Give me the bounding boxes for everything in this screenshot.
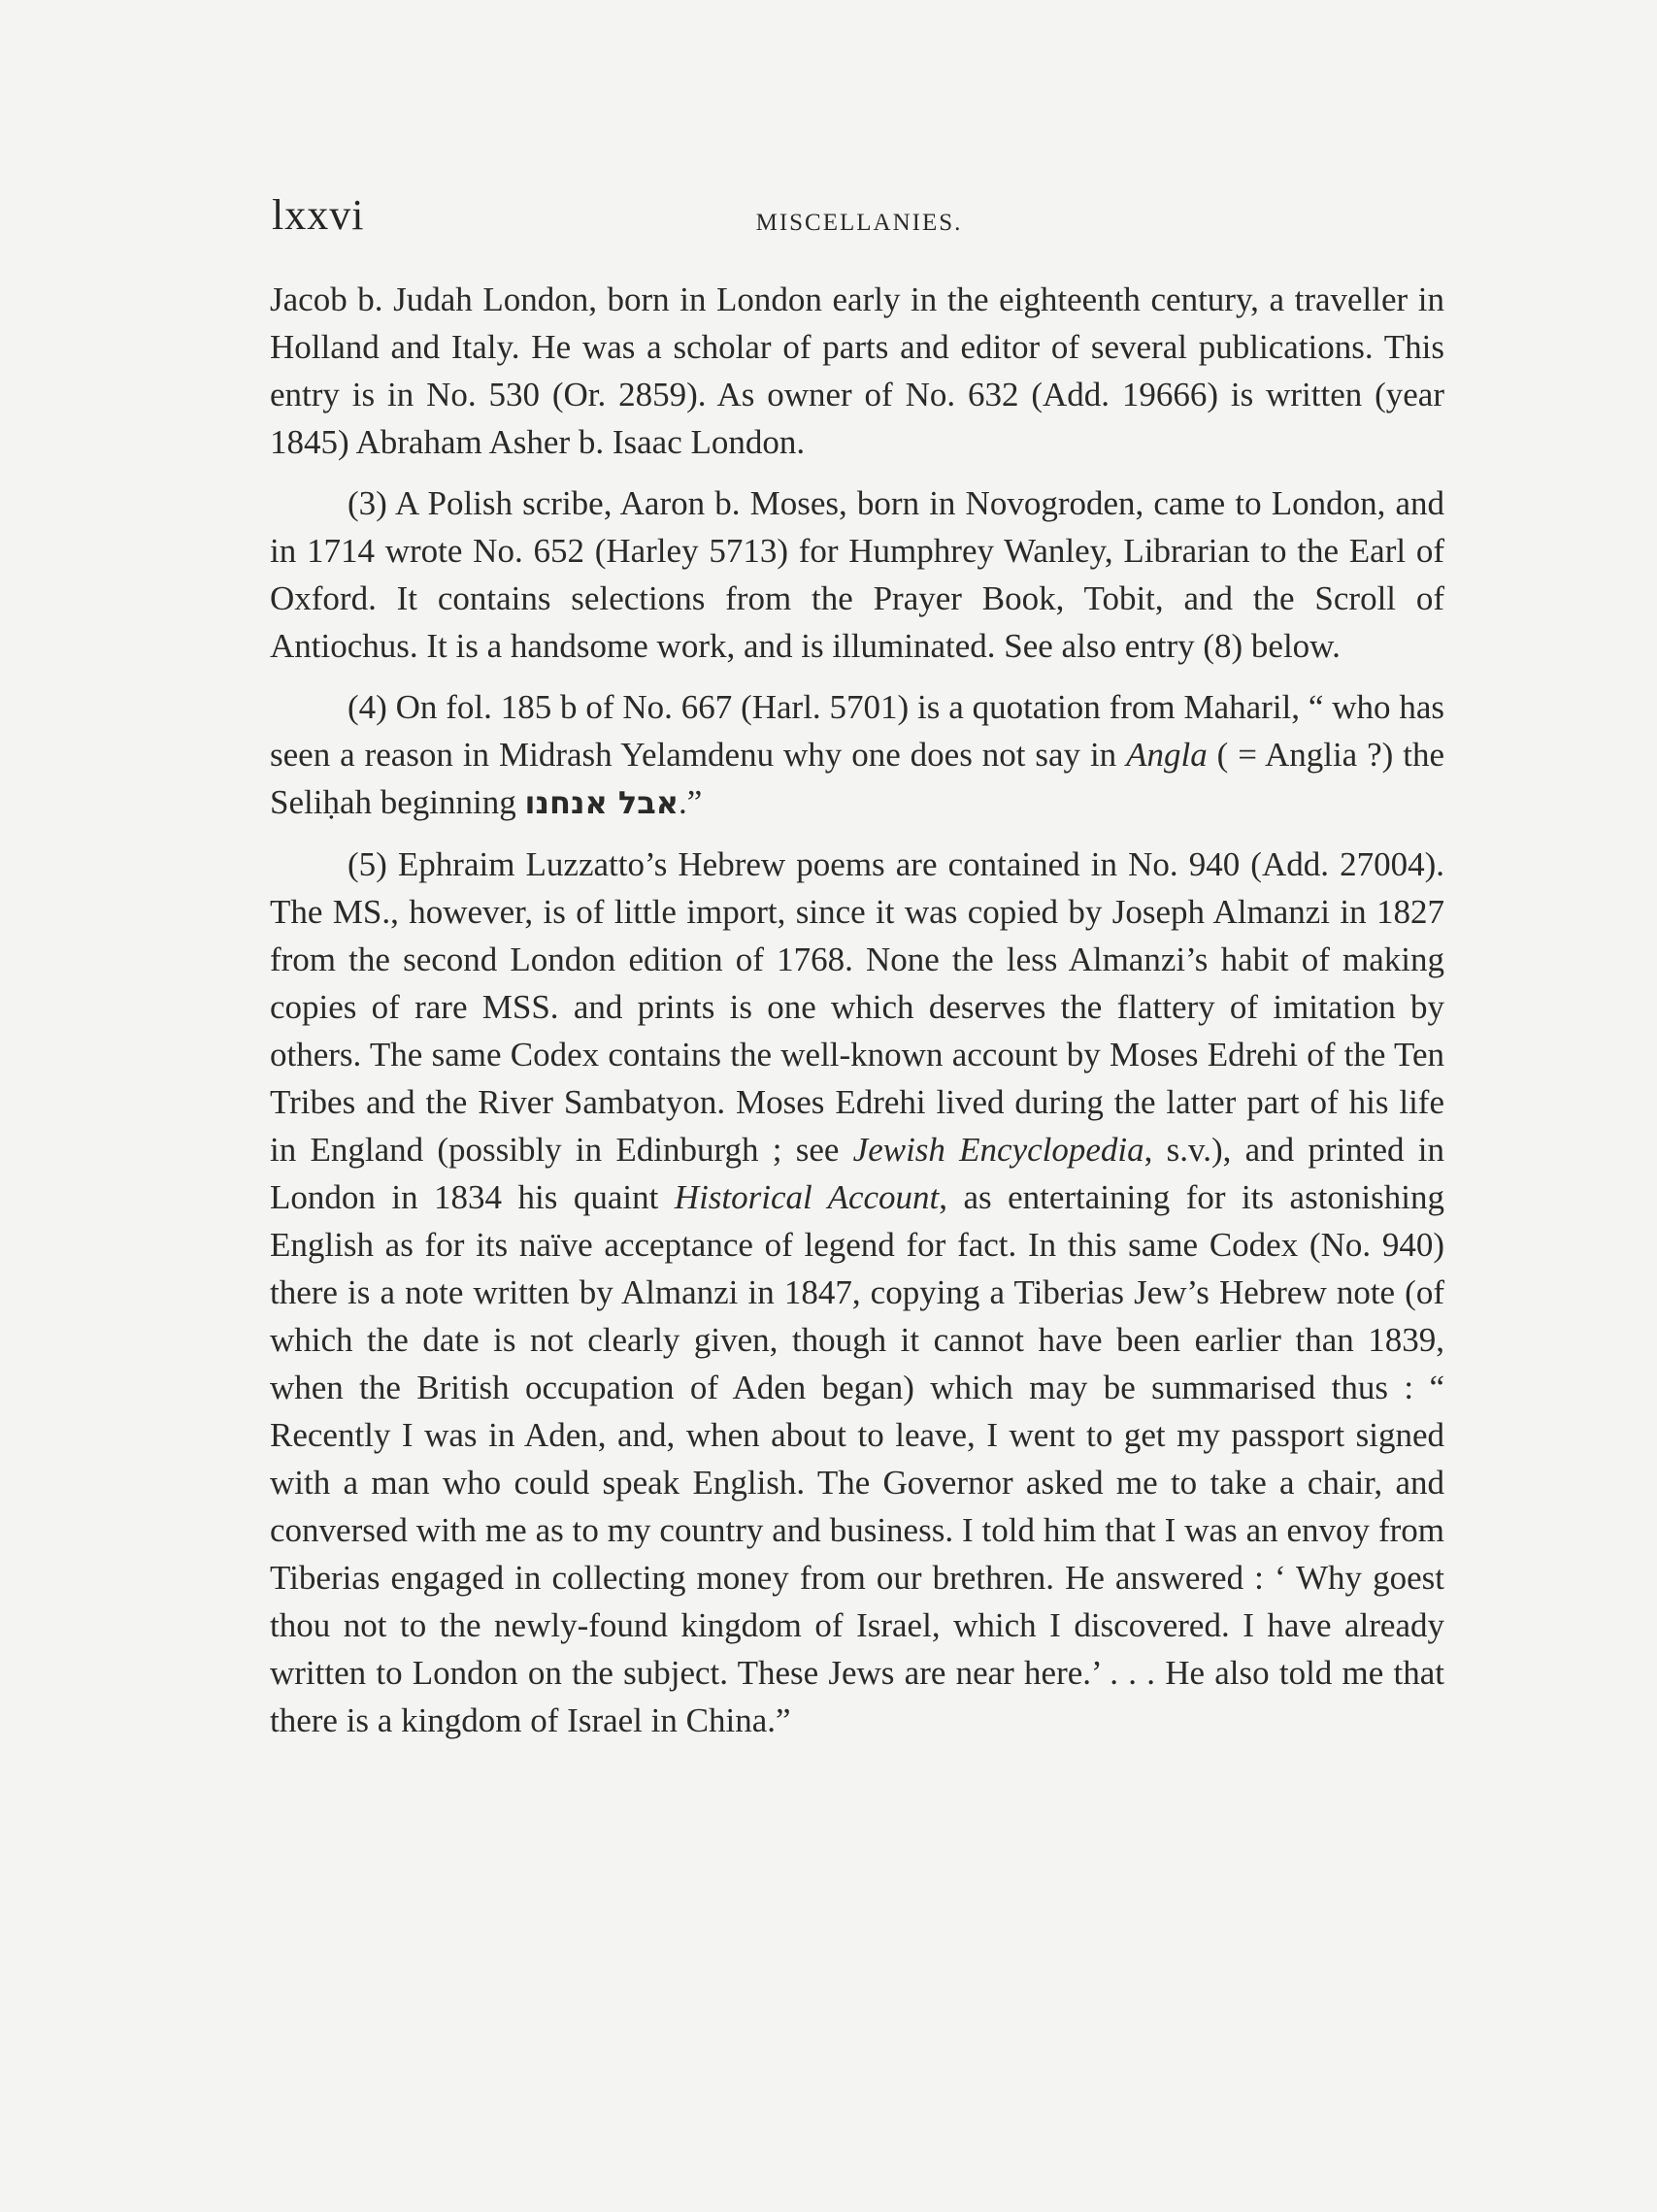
paragraph-4-italic-2: Historical Account [674,1178,940,1216]
hebrew-phrase: אבל אנחנו [524,784,679,821]
paragraph-3-italic: Angla [1126,736,1208,774]
paragraph-3 [270,683,1444,827]
page-header [272,190,1446,248]
paragraph-3-text-c: .” [679,783,703,821]
paragraph-4-italic-1: Jewish Encyclopedia [852,1131,1144,1169]
running-title: MISCELLANIES. [755,210,963,236]
paragraph-3-text-b: ( = Anglia ?) the Seliḥah beginning [270,736,1444,821]
paragraph-2: (3) A Polish scribe, Aaron b. Moses, born in Novogroden, came to London, and in 1714 wrote No. 652 (Harley 5713) for Humphrey Wanley, Librarian to the Earl of Oxford. It contains selections from the Prayer Book, Tobit, and the Scroll of Antiochus. It is a handsome work, and is illuminated. See also entry (8) below. [270,484,1444,665]
paragraph-4-text-b: , s.v.), and printed in London in 1834 his quaint [270,1131,1444,1216]
paragraph-4 [270,841,1444,1744]
paragraph-3-text-a: (4) On fol. 185 b of No. 667 (Harl. 5701) is a quotation from Maharil, “ who has seen a reason in Midrash Yelamdenu why one does not say in [270,688,1444,774]
paragraph-1: Jacob b. Judah London, born in London early in the eighteenth century, a traveller in Holland and Italy. He was a scholar of parts and editor of several publications. This entry is in No. 530 (Or. 2859). As owner of No. 632 (Add. 19666) is written (year 1845) Abraham Asher b. Isaac London. [270,281,1444,461]
folio-number: lxxvi [272,191,365,239]
paragraph-4-text-c: , as entertaining for its astonishing English as for its naïve acceptance of legend for fact. In this same Codex (No. 940) there is a note written by Almanzi in 1847, copying a Tiberias Jew’s Hebrew note (of which the date is not clearly given, though it cannot have been earlier than 1839, when the British occupation of Aden began) which may be summarised thus : “ Recently I was in Aden, and, when about to leave, I went to get my passport signed with a man who could speak English. The Governor asked me to take a chair, and conversed with me as to my country and business. I told him that I was an envoy from Tiberias engaged in collecting money from our brethren. He answered : ‘ Why goest thou not to the newly-found kingdom of Israel, which I discovered. I have already written to London on the subject. These Jews are near here.’ . . . He also told me that there is a kingdom of Israel in China.” [270,1178,1445,1739]
body-text [270,276,1444,1758]
paragraph-4-text-a: (5) Ephraim Luzzatto’s Hebrew poems are contained in No. 940 (Add. 27004). The MS., however, is of little import, since it was copied by Joseph Almanzi in 1827 from the second London edition of 1768. None the less Almanzi’s habit of making copies of rare MSS. and prints is one which deserves the flattery of imitation by others. The same Codex contains the well-known account by Moses Edrehi of the Ten Tribes and the River Sambatyon. Moses Edrehi lived during the latter part of his life in England (possibly in Edinburgh ; see [270,845,1444,1169]
